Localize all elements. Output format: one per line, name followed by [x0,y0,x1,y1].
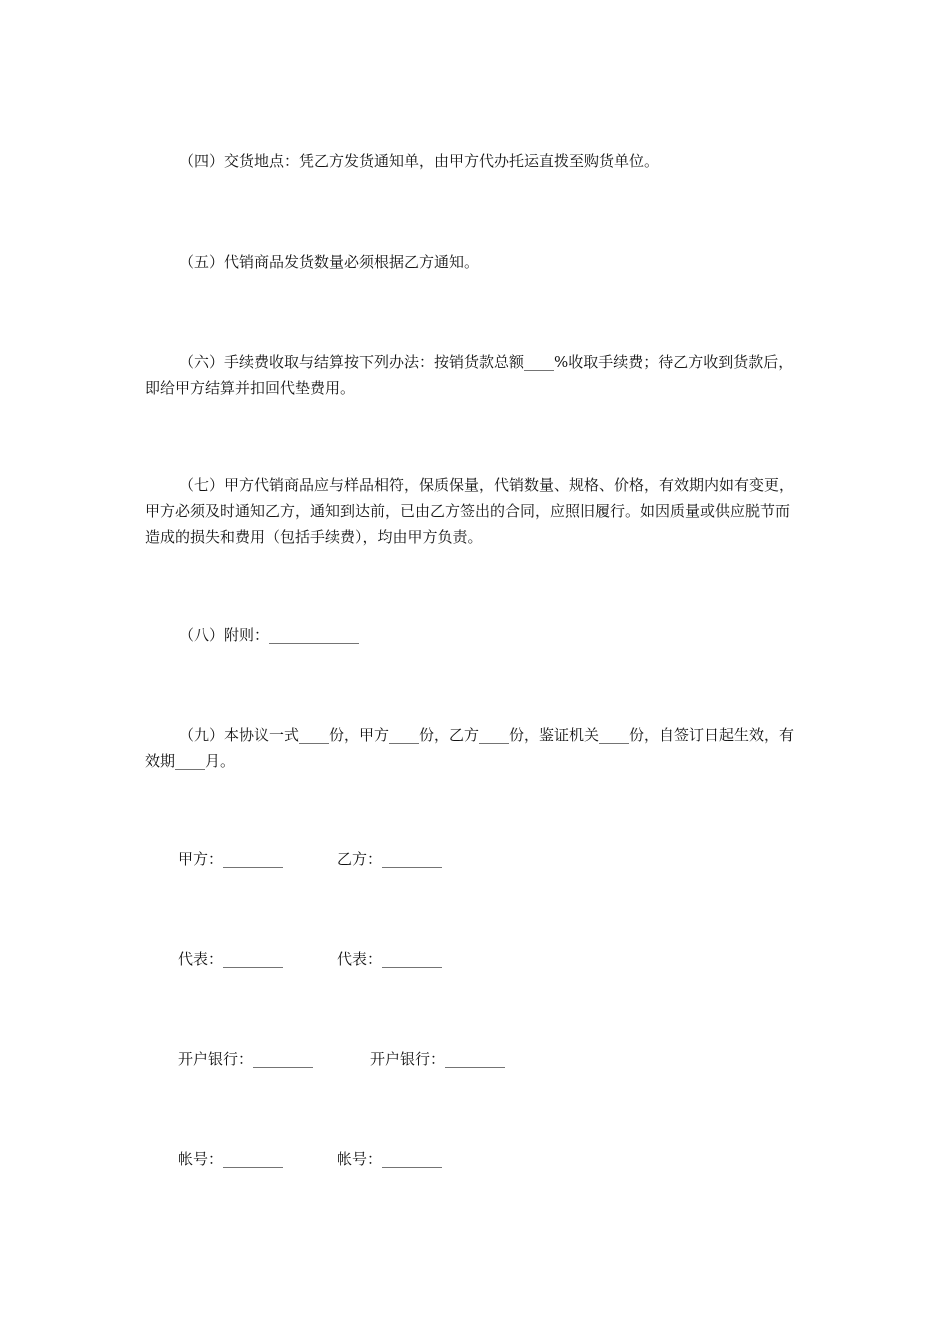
clause-5-shipment-quantity: （五）代销商品发货数量必须根据乙方通知。 [179,253,480,271]
clause-6-fee-settlement: （六）手续费收取与结算按下列办法：按销货款总额____%收取手续费；待乙方收到货款后，即给甲方结算并扣回代垫费用。 [145,353,794,397]
party-b-field: 乙方：________ [337,850,443,868]
representative-a-field: 代表：________ [178,950,284,968]
clause-4-delivery-location: （四）交货地点：凭乙方发货通知单，由甲方代办托运直拨至购货单位。 [179,152,660,170]
account-a-field: 帐号：________ [178,1150,284,1168]
party-a-field: 甲方：________ [178,850,284,868]
clause-8-supplementary: （八）附则：____________ [179,626,360,644]
bank-b-field: 开户银行：________ [370,1050,506,1068]
bank-a-field: 开户银行：________ [178,1050,314,1068]
clause-9-copies-validity: （九）本协议一式____份，甲方____份，乙方____份，鉴证机关____份，自签订日起生效，有效期____月。 [145,726,795,770]
clause-7-quality-liability: （七）甲方代销商品应与样品相符，保质保量，代销数量、规格、价格，有效期内如有变更，甲方必须及时通知乙方，通知到达前，已由乙方签出的合同，应照旧履行。如因质量或供应脱节而造成的损失和费用（包括手续费），均由甲方负责。 [145,476,795,546]
representative-b-field: 代表：________ [337,950,443,968]
account-b-field: 帐号：________ [337,1150,443,1168]
